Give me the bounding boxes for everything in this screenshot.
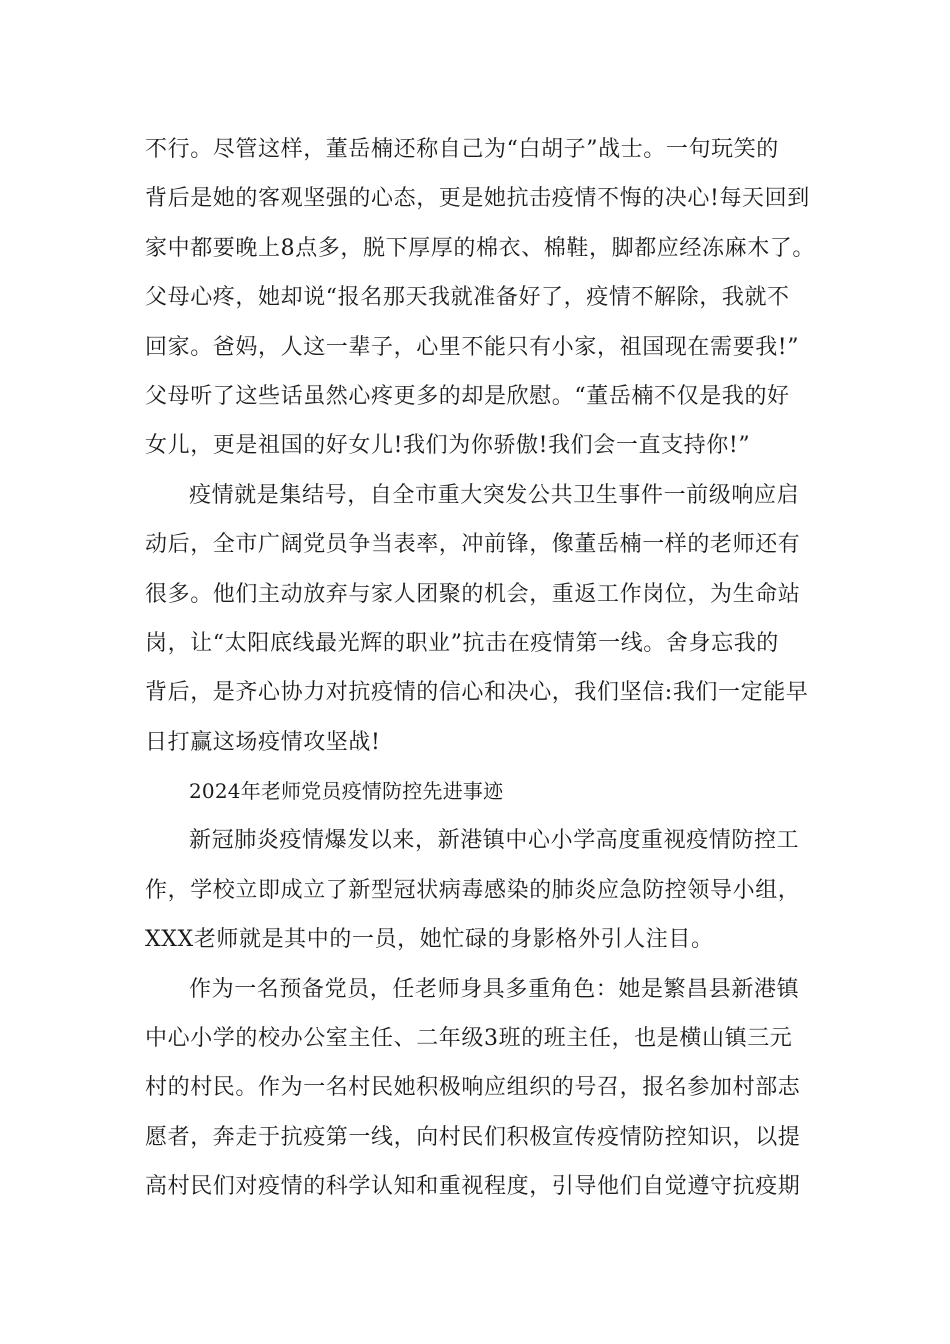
text-line: 不行。尽管这样，董岳楠还称自己为“白胡子”战士。一句玩笑的 [145, 137, 779, 162]
text-line: 背后，是齐心协力对抗疫情的信心和决心，我们坚信:我们一定能早 [145, 680, 809, 706]
text-line: 背后是她的客观坚强的心态，更是她抗击疫情不悔的决心!每天回到 [145, 186, 810, 212]
text-line: 父母听了这些话虽然心疼更多的却是欣慰。“董岳楠不仅是我的好 [145, 383, 790, 409]
text-line: 新冠肺炎疫情爆发以来，新港镇中心小学高度重视疫情防控工 [189, 828, 800, 854]
text-line: 动后，全市广阔党员争当表率，冲前锋，像董岳楠一样的老师还有 [145, 532, 801, 558]
text-line: 岗，让“太阳底线最光辉的职业”抗击在疫情第一线。舍身忘我的 [145, 630, 779, 656]
text-line: 疫情就是集结号，自全市重大突发公共卫生事件一前级响应启 [189, 482, 800, 508]
text-line: 愿者，奔走于抗疫第一线，向村民们积极宣传疫情防控知识，以提 [145, 1124, 801, 1150]
text-line: XXX老师就是其中的一员，她忙碌的身影格外引人注目。 [145, 927, 714, 953]
text-line: 作为一名预备党员，任老师身具多重角色：她是繁昌县新港镇 [189, 976, 800, 1002]
text-line: 很多。他们主动放弃与家人团聚的机会，重返工作岗位，为生命站 [145, 581, 801, 607]
text-line: 日打赢这场疫情攻坚战! [145, 729, 381, 755]
text-line: 高村民们对疫情的科学认知和重视程度，引导他们自觉遵守抗疫期 [145, 1174, 801, 1200]
text-line: 女儿，更是祖国的好女儿!我们为你骄傲!我们会一直支持你!” [145, 433, 751, 459]
text-line: 村的村民。作为一名村民她积极响应组织的号召，报名参加村部志 [145, 1075, 801, 1101]
body-text [145, 125, 825, 1212]
text-line: 家中都要晚上8点多，脱下厚厚的棉衣、棉鞋，脚都应经冻麻木了。 [145, 235, 815, 261]
text-line: 作，学校立即成立了新型冠状病毒感染的肺炎应急防控领导小组， [145, 877, 801, 903]
text-line: 父母心疼，她却说“报名那天我就准备好了，疫情不解除，我就不 [145, 285, 790, 311]
text-line: 中心小学的校办公室主任、二年级3班的班主任，也是横山镇三元 [145, 1026, 793, 1052]
section-heading: 2024年老师党员疫情防控先进事迹 [189, 779, 504, 804]
text-line: 回家。爸妈，人这一辈子，心里不能只有小家，祖国现在需要我!” [145, 334, 800, 360]
